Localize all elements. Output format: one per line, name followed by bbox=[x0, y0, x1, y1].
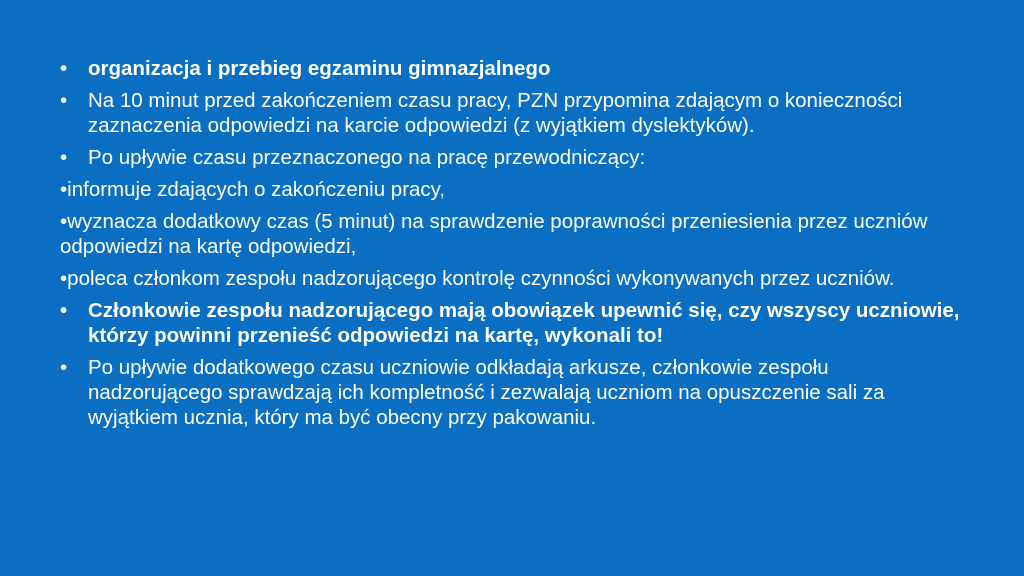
list-item bbox=[60, 88, 960, 138]
bullet-icon: • bbox=[60, 146, 68, 169]
slide-content bbox=[60, 56, 960, 437]
list-item bbox=[60, 355, 960, 430]
bullet-icon: • bbox=[60, 57, 68, 80]
item-text: Członkowie zespołu nadzorującego mają obowiązek upewnić się, czy wszyscy uczniowie, którzy powinni przenieść odpowiedzi na kartę, wykonali to! bbox=[88, 299, 960, 347]
list-item bbox=[60, 209, 960, 259]
list-item bbox=[60, 145, 960, 170]
list-item bbox=[60, 177, 960, 202]
bullet-icon: • bbox=[60, 299, 68, 322]
list-item bbox=[60, 56, 960, 81]
bullet-icon: • bbox=[60, 356, 68, 379]
item-text: •poleca członkom zespołu nadzorującego kontrolę czynności wykonywanych przez uczniów. bbox=[60, 267, 895, 290]
item-text: Po upływie czasu przeznaczonego na pracę przewodniczący: bbox=[88, 146, 646, 169]
bullet-icon: • bbox=[60, 89, 68, 112]
item-text: organizacja i przebieg egzaminu gimnazjalnego bbox=[88, 57, 551, 80]
item-text: •wyznacza dodatkowy czas (5 minut) na sprawdzenie poprawności przeniesienia przez uczniów odpowiedzi na kartę odpowiedzi, bbox=[60, 210, 928, 258]
item-text: Na 10 minut przed zakończeniem czasu pracy, PZN przypomina zdającym o konieczności zaznaczenia odpowiedzi na karcie odpowiedzi (z wyjątkiem dyslektyków). bbox=[88, 89, 903, 137]
list-item bbox=[60, 298, 960, 348]
item-text: •informuje zdających o zakończeniu pracy, bbox=[60, 178, 446, 201]
list-item bbox=[60, 266, 960, 291]
item-text: Po upływie dodatkowego czasu uczniowie odkładają arkusze, członkowie zespołu nadzorującego sprawdzają ich kompletność i zezwalają uczniom na opuszczenie sali za wyjątkiem ucznia, który ma być obecny przy pakowaniu. bbox=[88, 356, 885, 429]
